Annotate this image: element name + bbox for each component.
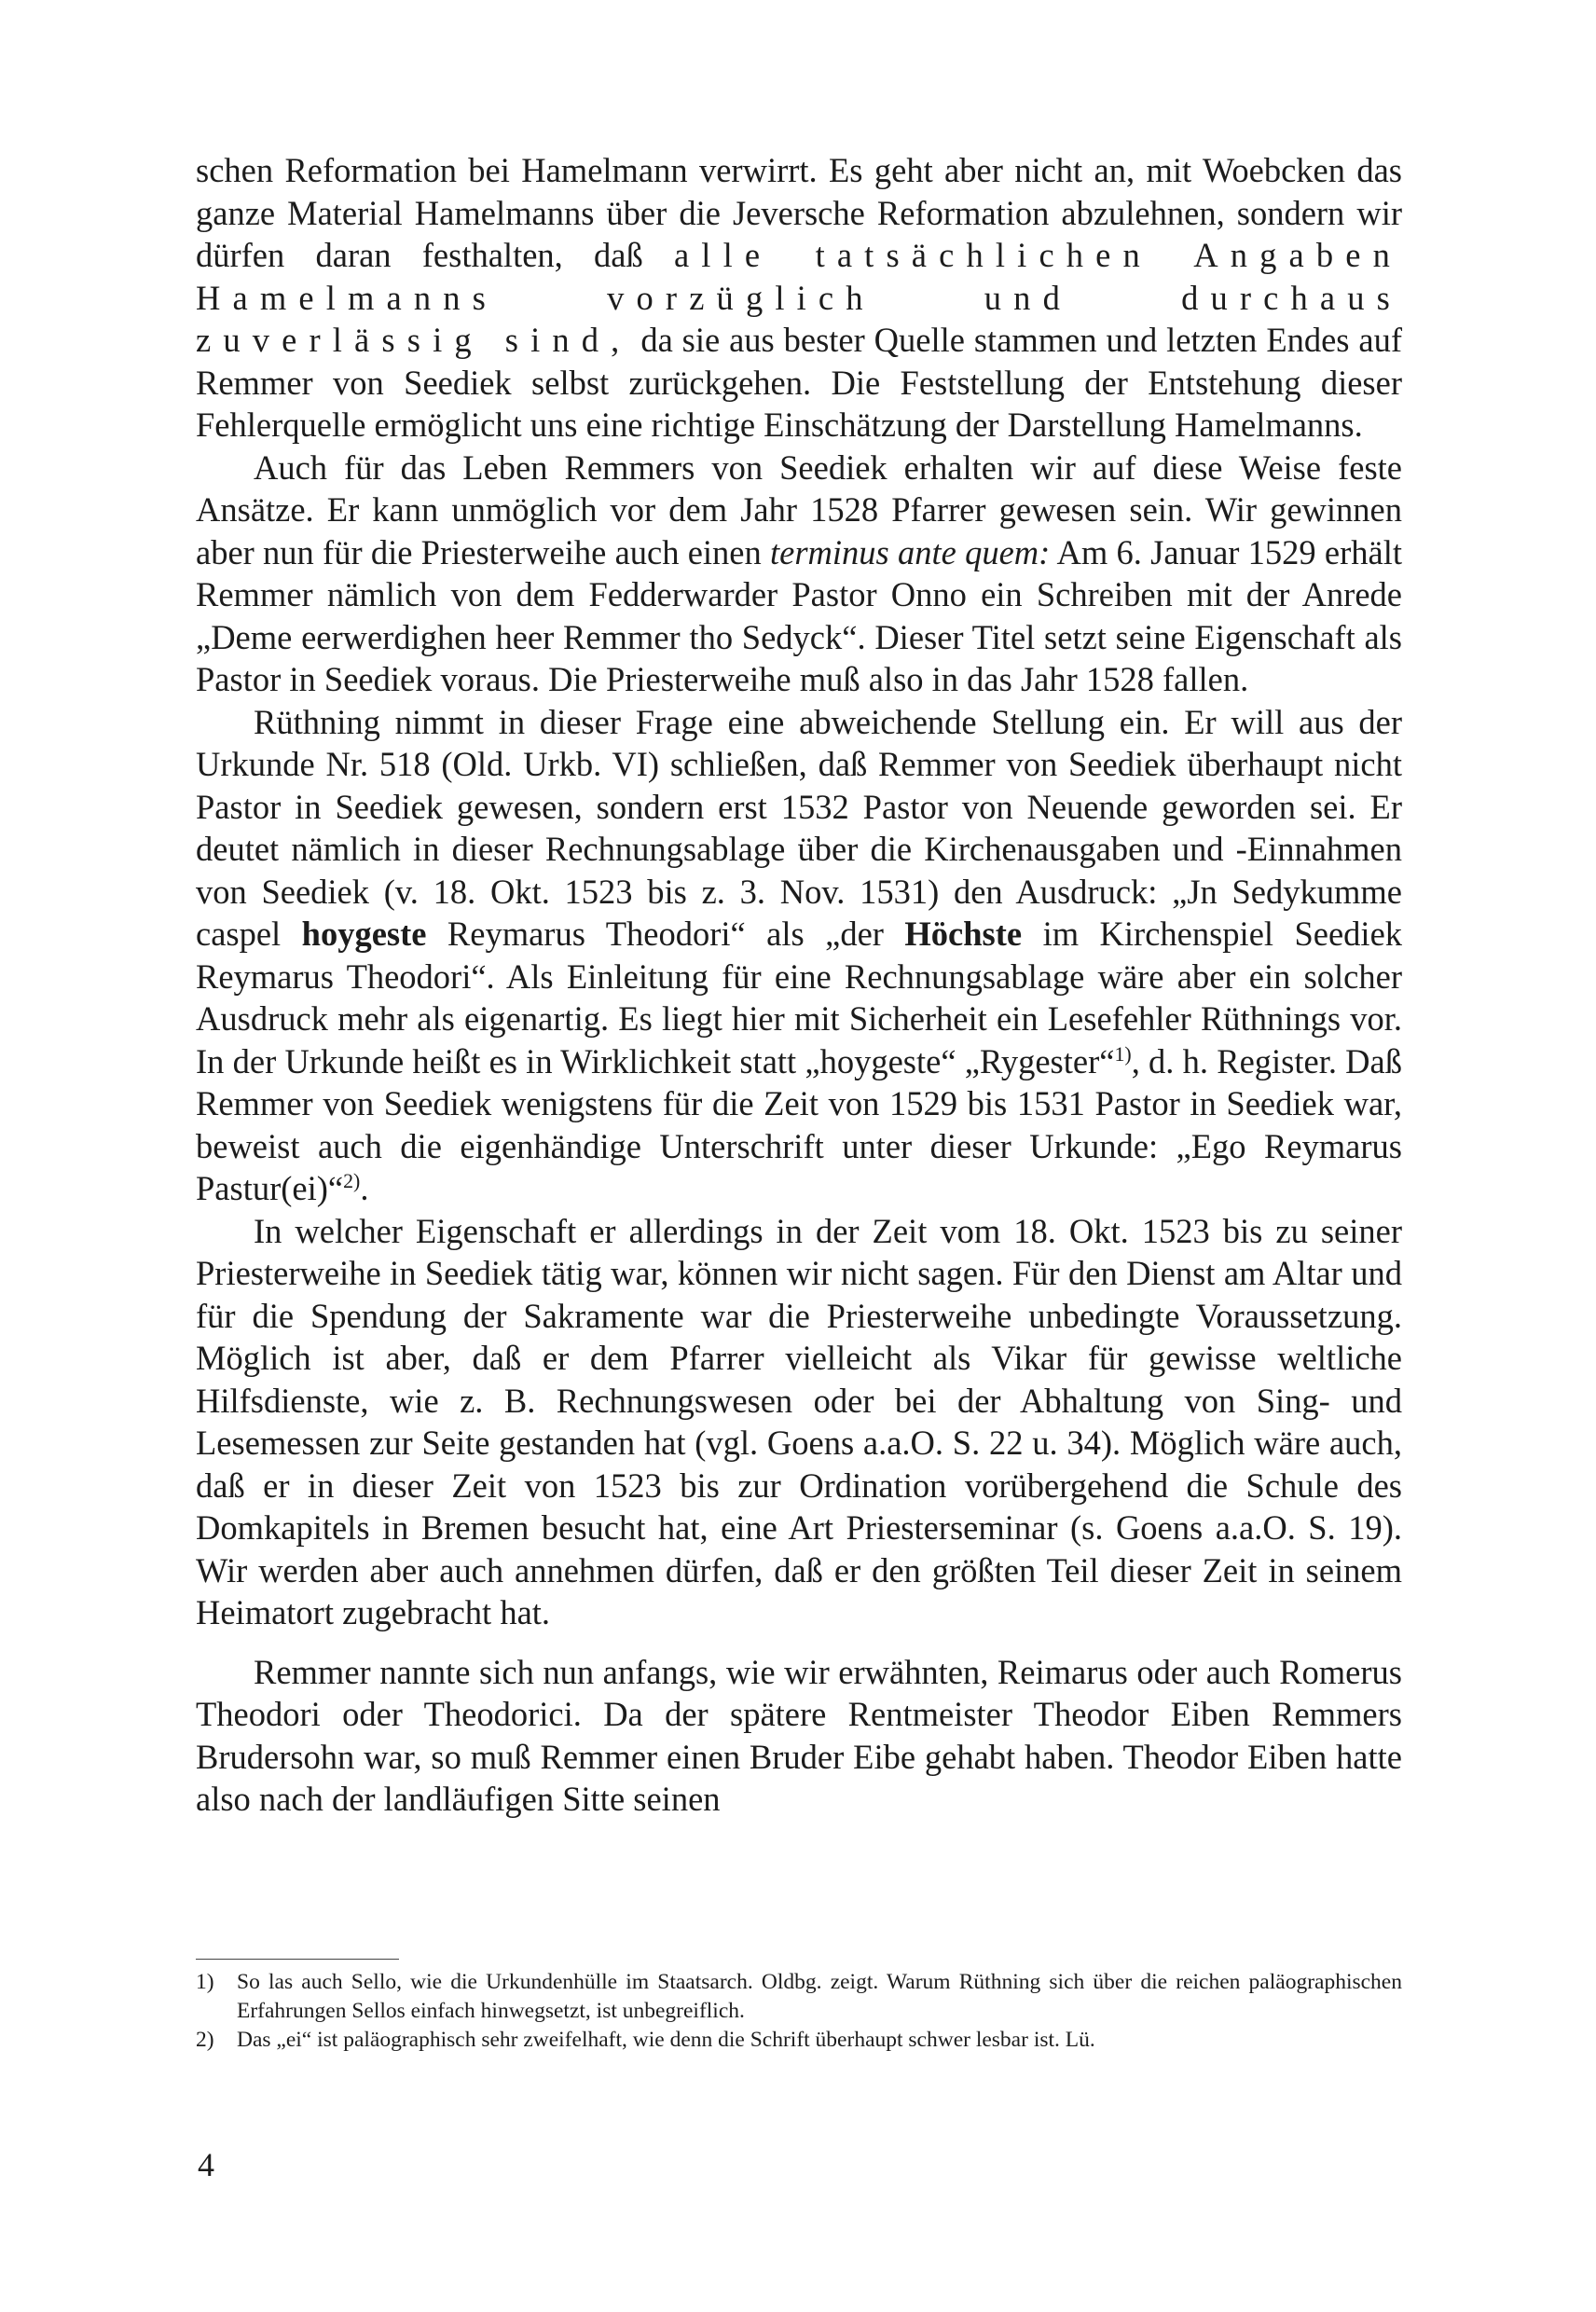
paragraph: Remmer nannte sich nun anfangs, wie wir erwähnten, Reimarus oder auch Romerus Theodori oder Theodorici. Da der spätere Rentmeister Theodor Eiben Remmers Brudersohn war, so muß Remmer einen Bruder Eibe gehabt haben. Theodor Eiben hatte also nach der landläufigen Sitte seinen [196, 1652, 1402, 1818]
text-run: Auch für das Leben Remmers von Seediek erhalten wir auf diese Weise feste Ansätze. Er kann unmöglich vor dem Jahr 1528 Pfarrer gewesen sein. Wir gewinnen aber nun für die Priesterweihe auch einen [196, 447, 1402, 571]
text-run: da sie aus bester Quelle stammen und letzten Endes auf Remmer von Seediek selbst zurückgehen. Die Feststellung der Entstehung dieser Fehlerquelle ermöglicht uns eine richtige Einschätzung der Darstellung Hamelmanns. [196, 321, 1403, 444]
footnote [196, 2026, 1402, 2055]
text-run: , d. h. Register. Daß Remmer von Seediek wenigstens für die Zeit von 1529 bis 1531 Pastor in Seediek war, beweist auch die eigenhändige Unterschrift unter dieser Urkunde: „Ego Reymarus Pastur(ei)“ [196, 1041, 1402, 1207]
footnote-text: Das „ei“ ist paläographisch sehr zweifelhaft, wie denn die Schrift überhaupt schwer lesbar ist. Lü. [237, 2028, 1095, 2052]
footnote [196, 1968, 1402, 2026]
bold-term: Höchste [904, 915, 1023, 953]
footnote-number: 2) [196, 2028, 214, 2052]
text-run: im Kirchenspiel Seediek Reymarus Theodori“. Als Einleitung für eine Rechnungsablage wäre aber ein solcher Ausdruck mehr als eigenartig. Es liegt hier mit Sicherheit ein Lesefehler Rüthnings vor. In der Urkunde heißt es in Wirklichkeit statt „hoygeste“ „Rygester“ [196, 915, 1403, 1080]
text-run: . [360, 1169, 369, 1207]
footnote-ref: 2) [343, 1168, 361, 1192]
footnote-ref: 1) [1114, 1041, 1132, 1066]
spaced-emphasis: alle tatsächlichen Angaben Hamelmanns vorzüglich und durchaus zuverlässig sind, [196, 236, 1403, 359]
paragraph [196, 701, 1402, 1210]
footnote-divider [196, 1959, 399, 1960]
text-run: Rüthning nimmt in dieser Frage eine abweichende Stellung ein. Er will aus der Urkunde Nr. 518 (Old. Urkb. VI) schließen, daß Remmer von Seediek überhaupt nicht Pastor in Seediek gewesen, sondern erst 1532 Pastor von Neuende geworden sei. Er deutet nämlich in dieser Rechnungsablage über die Kirchenausgaben und -Einnahmen von Seediek (v. 18. Okt. 1523 bis z. 3. Nov. 1531) den Ausdruck: „Jn Sedykumme caspel [196, 702, 1402, 953]
paragraph [196, 149, 1402, 447]
paragraph [196, 447, 1402, 701]
paragraph: In welcher Eigenschaft er allerdings in der Zeit vom 18. Okt. 1523 bis zu seiner Priesterweihe in Seediek tätig war, können wir nicht sagen. Für den Dienst am Altar und für die Spendung der Sakramente war die Priesterweihe unbedingte Voraussetzung. Möglich ist aber, daß er dem Pfarrer vielleicht als Vikar für gewisse weltliche Hilfsdienste, wie z. B. Rechnungswesen oder bei der Abhaltung von Sing- und Lesemessen zur Seite gestanden hat (vgl. Goens a.a.O. S. 22 u. 34). Möglich wäre auch, daß er in dieser Zeit von 1523 bis zur Ordination vorübergehend die Schule des Domkapitels in Bremen besucht hat, eine Art Priesterseminar (s. Goens a.a.O. S. 19). Wir werden aber auch annehmen dürfen, daß er den größten Teil dieser Zeit in seinem Heimatort zugebracht hat. [196, 1211, 1402, 1631]
footnotes [196, 1968, 1402, 2055]
italic-term: terminus ante quem: [770, 532, 1051, 571]
text-run: Reymarus Theodori“ als „der [447, 915, 884, 953]
footnote-number: 1) [196, 1970, 214, 1994]
page-number: 4 [198, 2146, 214, 2183]
footnote-text: So las auch Sello, wie die Urkundenhülle im Staatsarch. Oldbg. zeigt. Warum Rüthning sich über die reichen paläographischen Erfahrungen Sellos einfach hinwegsetzt, ist unbegreiflich. [237, 1970, 1402, 2023]
text-run: Am 6. Januar 1529 erhält Remmer nämlich von dem Fedderwarder Pastor Onno ein Schreiben mit der Anrede „Deme eerwerdighen heer Remmer tho Sedyck“. Dieser Titel setzt seine Eigenschaft als Pastor in Seediek voraus. Die Priesterweihe muß also in das Jahr 1528 fallen. [196, 532, 1402, 698]
bold-term: hoygeste [301, 915, 427, 953]
text-run: schen Reformation bei Hamelmann verwirrt. Es geht aber nicht an, mit Woebcken das ganze Material Hamelmanns über die Jeversche Reformation abzulehnen, sondern wir dürfen daran festhalten, daß [196, 151, 1402, 274]
body-text [196, 149, 1402, 1821]
